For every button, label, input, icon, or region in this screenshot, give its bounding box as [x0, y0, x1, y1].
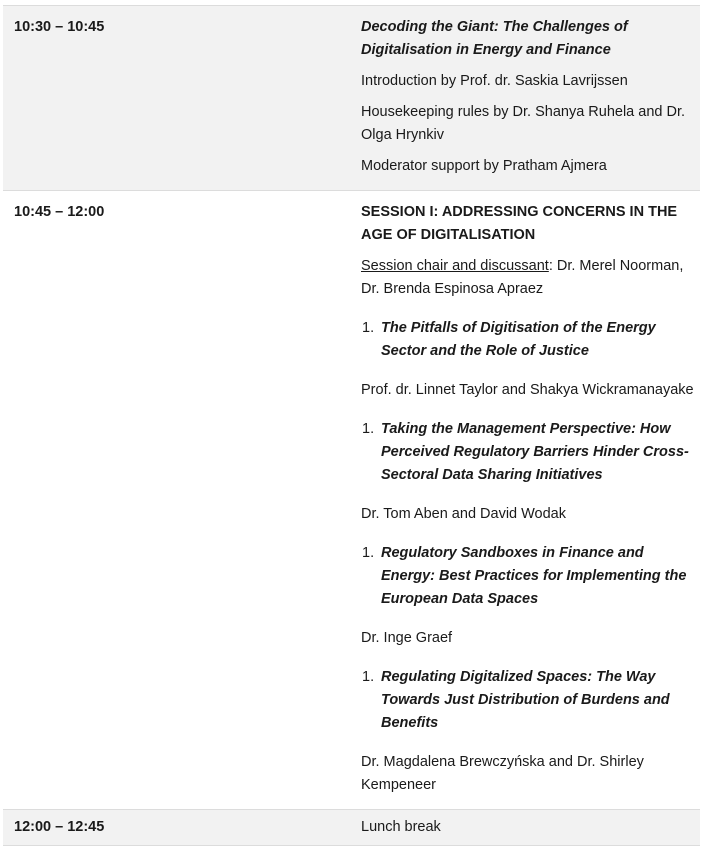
talk-title: Taking the Management Perspective: How Perceived Regulatory Barriers Hinder Cross-Sectoral Data Sharing Initiatives [381, 421, 689, 483]
talk-item [361, 666, 694, 735]
time-slot: 12:00 – 12:45 [14, 819, 105, 835]
talk-number: 1. [362, 669, 375, 685]
talk-number: 1. [362, 421, 375, 437]
talk-item [361, 418, 694, 487]
session-title: SESSION I: ADDRESSING CONCERNS IN THE AGE OF DIGITALISATION [361, 204, 678, 243]
slot-content [351, 6, 700, 190]
talk-item [361, 542, 694, 611]
opening-title: Decoding the Giant: The Challenges of Digitalisation in Energy and Finance [361, 19, 628, 58]
schedule-row-lunch [3, 810, 700, 846]
time-slot: 10:30 – 10:45 [14, 19, 105, 35]
time-slot: 10:45 – 12:00 [14, 204, 105, 220]
talk-authors: Dr. Inge Graef [361, 630, 453, 646]
talk-item [361, 317, 694, 363]
session-chair-names: : Dr. Merel Noorman, Dr. Brenda Espinosa Apraez [361, 258, 684, 297]
introduction-line: Introduction by Prof. dr. Saskia Lavrijssen [361, 73, 628, 89]
lunch-label: Lunch break [361, 819, 441, 835]
talk-number: 1. [362, 320, 375, 336]
talk-title: Regulating Digitalized Spaces: The Way Towards Just Distribution of Burdens and Benefits [381, 669, 670, 731]
session-chair-label: Session chair and discussant [361, 258, 549, 274]
slot-content [351, 191, 700, 809]
talk-authors: Dr. Tom Aben and David Wodak [361, 506, 566, 522]
session-chair [361, 255, 694, 301]
talk-title: The Pitfalls of Digitisation of the Energy Sector and the Role of Justice [381, 320, 656, 359]
schedule-table [3, 5, 700, 846]
housekeeping-line: Housekeeping rules by Dr. Shanya Ruhela and Dr. Olga Hrynkiv [361, 104, 686, 143]
talk-authors: Prof. dr. Linnet Taylor and Shakya Wickramanayake [361, 382, 694, 398]
talk-title: Regulatory Sandboxes in Finance and Energy: Best Practices for Implementing the European Data Spaces [381, 545, 687, 607]
slot-content [351, 810, 700, 845]
schedule-row-session-1 [3, 191, 700, 810]
talk-authors: Dr. Magdalena Brewczyńska and Dr. Shirley Kempeneer [361, 754, 644, 793]
schedule-row-opening [3, 6, 700, 191]
moderator-line: Moderator support by Pratham Ajmera [361, 158, 607, 174]
talk-number: 1. [362, 545, 375, 561]
